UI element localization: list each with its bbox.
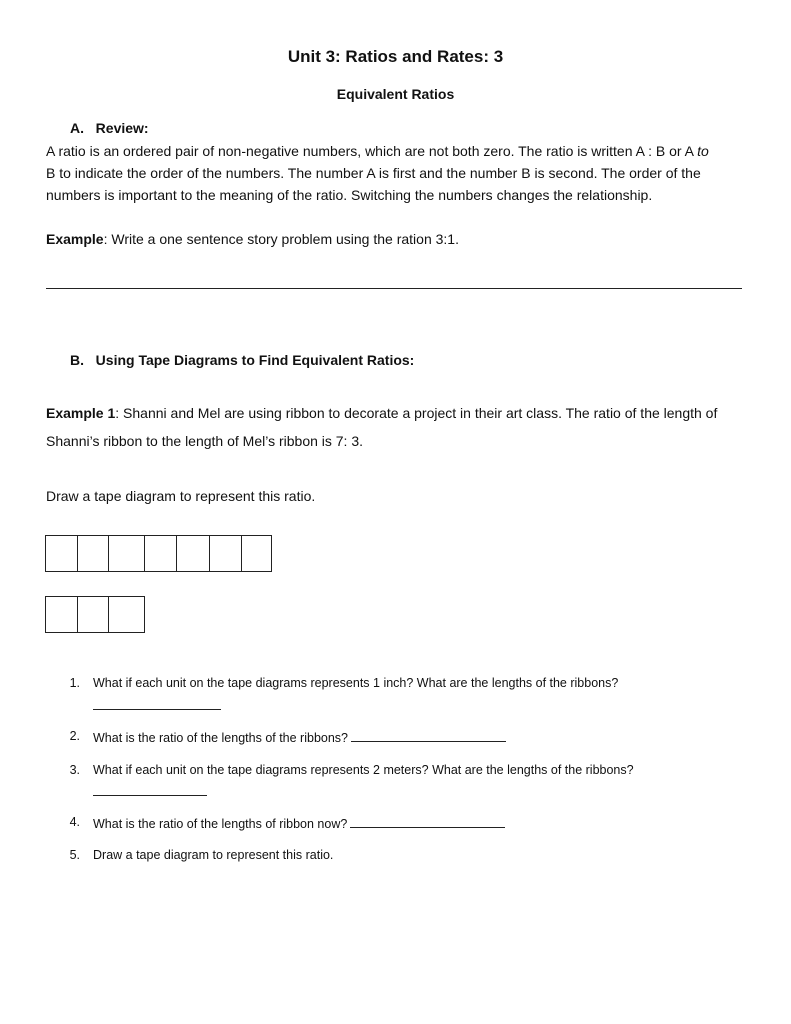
tape-unit [109, 536, 145, 571]
question-4-row [93, 815, 505, 831]
section-b-heading: B. Using Tape Diagrams to Find Equivalent Ratios: [70, 352, 415, 368]
tape-unit [46, 597, 78, 632]
review-paragraph [46, 140, 746, 206]
review-line-2: B to indicate the order of the numbers. The number A is first and the number B is second. The order of the [46, 165, 701, 181]
question-4-text: What is the ratio of the lengths of ribbon now? [93, 817, 348, 831]
question-2-text: What is the ratio of the lengths of the ribbons? [93, 731, 349, 745]
page-subtitle: Equivalent Ratios [336, 86, 455, 102]
question-1-text: What if each unit on the tape diagrams represents 1 inch? What are the lengths of the ribbons? [93, 676, 619, 690]
example1-line-2: Shanni’s ribbon to the length of Mel’s ribbon is 7: 3. [46, 433, 364, 449]
example-label: Example [46, 231, 104, 247]
question-3-text: What if each unit on the tape diagrams represents 2 meters? What are the lengths of the ribbons? [93, 763, 634, 777]
question-3-number: 3. [69, 763, 80, 777]
example1-line-1: : Shanni and Mel are using ribbon to decorate a project in their art class. The ratio of the length of [115, 405, 718, 421]
tape-unit [46, 536, 78, 571]
tape-diagram-mel [45, 596, 145, 633]
question-4-answer-blank[interactable] [350, 815, 505, 828]
review-line-1: A ratio is an ordered pair of non-negative numbers, which are not both zero. The ratio is written A : B or A [46, 143, 698, 159]
tape-unit [210, 536, 242, 571]
tape-unit [242, 536, 271, 571]
page-title: Unit 3: Ratios and Rates: 3 [287, 47, 504, 66]
question-5-text: Draw a tape diagram to represent this ratio. [93, 848, 334, 862]
tape-unit [78, 536, 109, 571]
story-answer-line[interactable] [46, 288, 742, 289]
question-2-answer-blank[interactable] [351, 729, 506, 742]
tape-unit [177, 536, 210, 571]
section-a-heading: A. Review: [70, 120, 149, 136]
example1-label: Example 1 [46, 405, 116, 421]
question-4-number: 4. [69, 815, 80, 829]
tape-instruction: Draw a tape diagram to represent this ratio. [46, 488, 316, 504]
tape-unit [145, 536, 177, 571]
example-text: : Write a one sentence story problem using the ration 3:1. [103, 231, 459, 247]
review-example [46, 228, 746, 250]
question-2-row [93, 729, 506, 745]
question-5-number: 5. [69, 848, 80, 862]
question-3-answer-blank[interactable] [93, 795, 207, 796]
tape-diagram-shanni [45, 535, 272, 572]
tape-unit [78, 597, 109, 632]
question-1-number: 1. [69, 676, 80, 690]
review-italic-to: to [697, 143, 709, 159]
question-2-number: 2. [69, 729, 80, 743]
tape-unit [109, 597, 144, 632]
review-line-3: numbers is important to the meaning of the ratio. Switching the numbers changes the relationship. [46, 187, 653, 203]
question-1-answer-blank[interactable] [93, 709, 221, 710]
example1-paragraph [46, 399, 746, 455]
